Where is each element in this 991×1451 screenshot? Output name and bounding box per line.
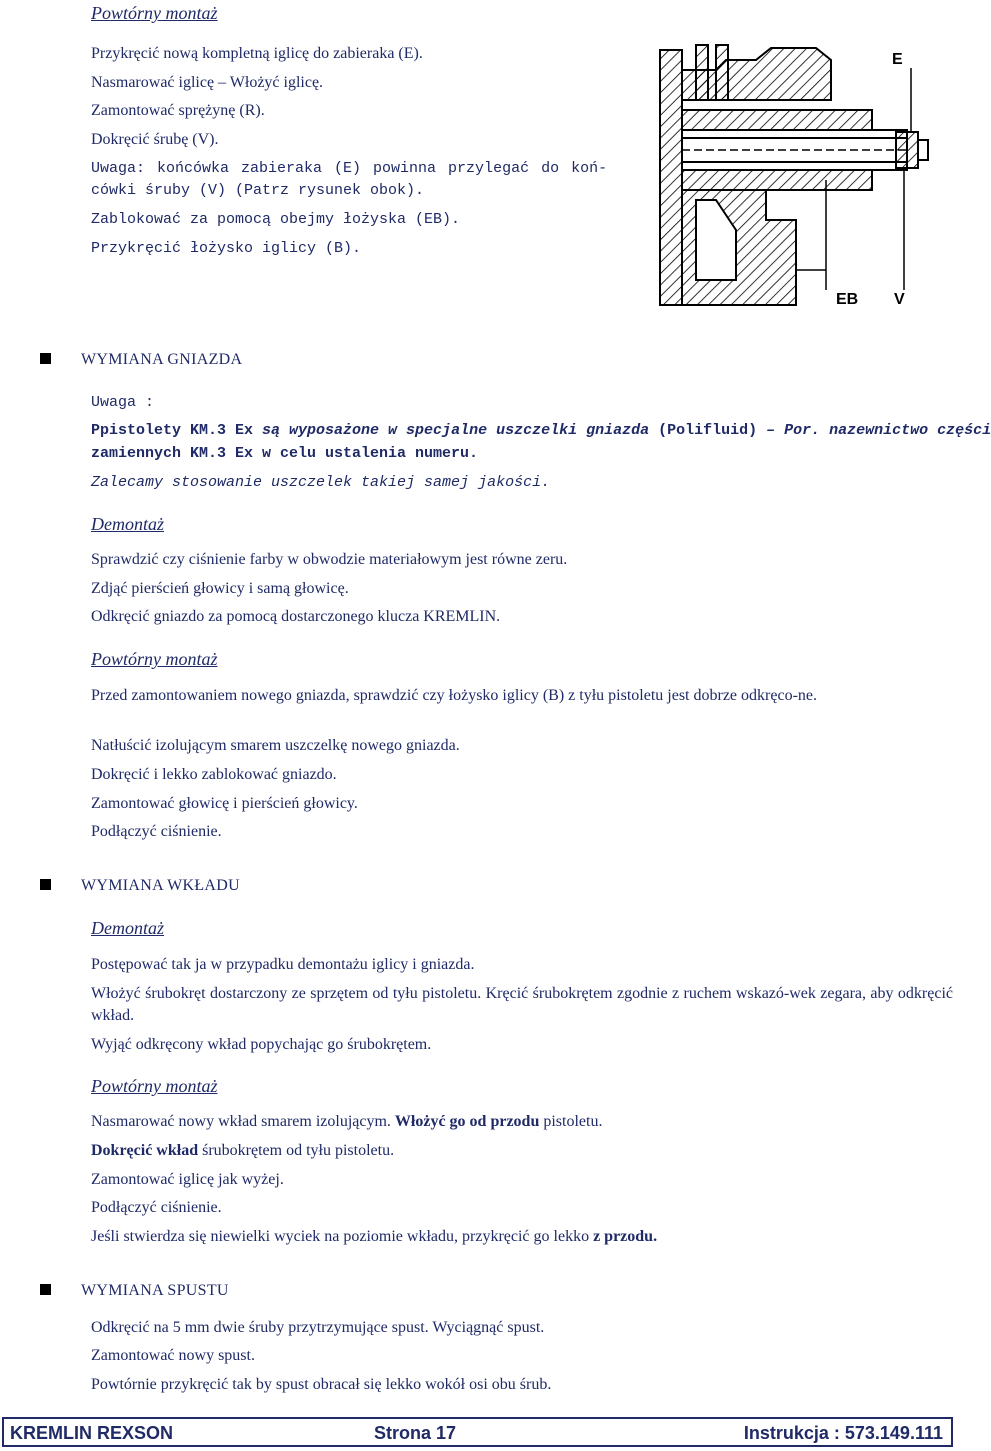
section-title-wkladu: WYMIANA WKŁADU xyxy=(40,876,240,896)
section-heading-montaz: Powtórny montaż xyxy=(91,649,218,669)
instruction-line: Podłączyć ciśnienie. xyxy=(91,1199,222,1216)
section-heading-montaz: Powtórny montaż xyxy=(91,3,218,23)
page-footer xyxy=(2,1417,953,1447)
instruction-line: Zamontować sprężynę (R). xyxy=(91,102,265,119)
instruction-line: Natłuścić izolującym smarem uszczelkę nowego gniazda. xyxy=(91,737,460,754)
section-heading-montaz: Powtórny montaż xyxy=(91,1076,218,1096)
instruction-line: Postępować tak ja w przypadku demontażu iglicy i gniazda. xyxy=(91,956,475,973)
bullet-square-icon xyxy=(40,879,51,890)
bullet-square-icon xyxy=(40,1284,51,1295)
instruction-line: Nasmarować iglicę – Włożyć iglicę. xyxy=(91,74,324,91)
instruction-line: Odkręcić na 5 mm dwie śruby przytrzymujące spust. Wyciągnąć spust. xyxy=(91,1319,545,1336)
bullet-square-icon xyxy=(40,353,51,364)
instruction-line: Sprawdzić czy ciśnienie farby w obwodzie materiałowym jest równe zeru. xyxy=(91,551,568,568)
instruction-line: Przykręcić nową kompletną iglicę do zabieraka (E). xyxy=(91,45,423,62)
instruction-line: Wyjąć odkręcony wkład popychając go śrubokrętem. xyxy=(91,1036,432,1053)
section-title-gniazda: WYMIANA GNIAZDA xyxy=(40,350,242,370)
instruction-line: Dokręcić i lekko zablokować gniazdo. xyxy=(91,766,337,783)
section-heading-demontaz: Demontaż xyxy=(91,918,164,938)
needle-assembly-diagram xyxy=(656,40,956,310)
instruction-line: Zablokować za pomocą obejmy łożyska (EB). xyxy=(91,211,461,228)
footer-page-number: Strona 17 xyxy=(374,1423,457,1443)
instruction-paragraph: Przed zamontowaniem nowego gniazda, sprawdzić czy łożysko iglicy (B) z tyłu pistoletu jest dobrze odkręco-ne. xyxy=(91,687,817,704)
section-title-spustu: WYMIANA SPUSTU xyxy=(40,1281,229,1301)
section-heading-demontaz: Demontaż xyxy=(91,514,164,534)
footer-company: KREMLIN REXSON xyxy=(10,1423,174,1443)
note-line: cówki śruby (V) (Patrz rysunek obok). xyxy=(91,182,425,199)
figure-label-v: V xyxy=(894,291,905,308)
note-text: Ppistolety KM.3 Ex są wyposażone w specjalne uszczelki gniazda (Polifluid) – Por. nazewnictwo części xyxy=(91,422,991,439)
figure-label-e: E xyxy=(892,51,903,68)
note-text-line2: zamiennych KM.3 Ex w celu ustalenia numeru. xyxy=(91,445,479,462)
instruction-line: Nasmarować nowy wkład smarem izolującym. Włożyć go od przodu pistoletu. xyxy=(91,1113,603,1130)
instruction-paragraph: Włożyć śrubokręt dostarczony ze sprzętem od tyłu pistoletu. Kręcić śrubokrętem zgodnie z ruchem wskazó-wek zegara, aby odkręcić wkład. xyxy=(91,985,953,1024)
note-label: Uwaga : xyxy=(91,394,155,411)
instruction-line: Powtórnie przykręcić tak by spust obracał się lekko wokół osi obu śrub. xyxy=(91,1376,552,1393)
instruction-line: Dokręcić wkład śrubokrętem od tyłu pistoletu. xyxy=(91,1142,395,1159)
instruction-line: Zamontować iglicę jak wyżej. xyxy=(91,1171,284,1188)
instruction-line: Odkręcić gniazdo za pomocą dostarczonego klucza KREMLIN. xyxy=(91,608,501,625)
recommendation-text: Zalecamy stosowanie uszczelek takiej samej jakości. xyxy=(91,474,551,491)
instruction-line: Zamontować głowicę i pierścień głowicy. xyxy=(91,795,358,812)
note-line: Uwaga: końcówka zabieraka (E) powinna przylegać do koń- xyxy=(91,160,608,177)
instruction-line: Zdjąć pierścień głowicy i samą głowicę. xyxy=(91,580,349,597)
instruction-line: Podłączyć ciśnienie. xyxy=(91,823,222,840)
footer-manual-ref: Instrukcja : 573.149.111 xyxy=(743,1423,943,1443)
instruction-line: Jeśli stwierdza się niewielki wyciek na poziomie wkładu, przykręcić go lekko z przodu. xyxy=(91,1228,658,1245)
instruction-line: Przykręcić łożysko iglicy (B). xyxy=(91,240,362,257)
figure-label-eb: EB xyxy=(836,291,859,308)
instruction-line: Zamontować nowy spust. xyxy=(91,1347,255,1364)
instruction-line: Dokręcić śrubę (V). xyxy=(91,131,219,148)
